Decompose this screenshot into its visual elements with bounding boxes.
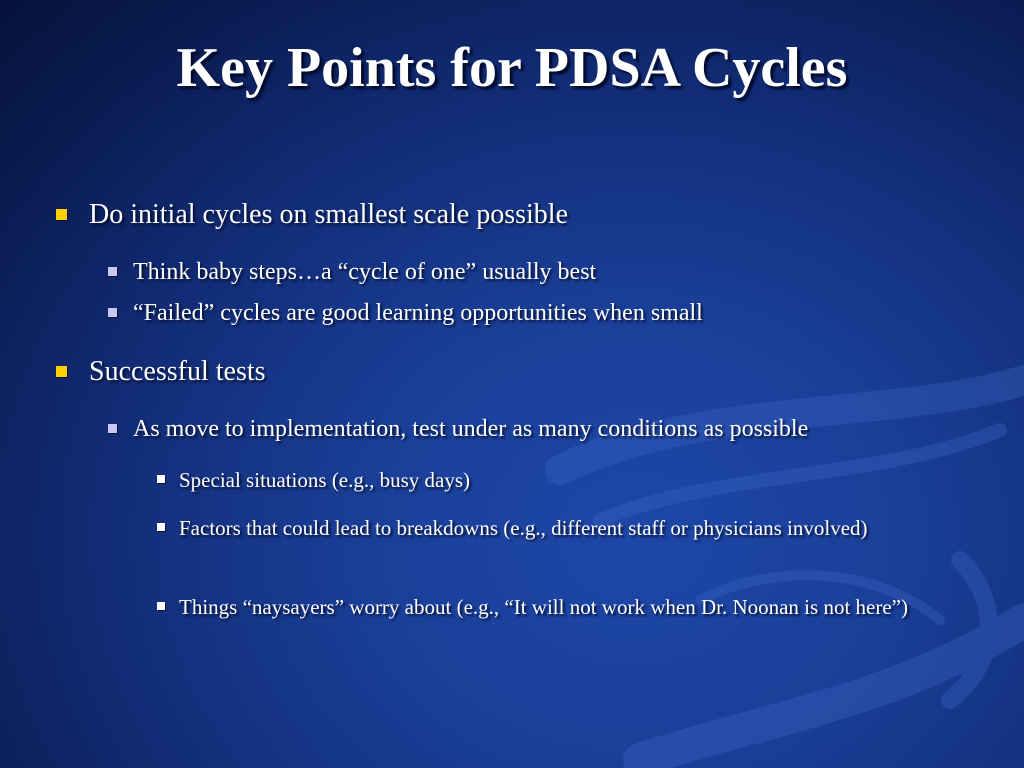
bullet-text: Do initial cycles on smallest scale possible: [89, 199, 569, 230]
square-bullet-icon: [157, 475, 165, 483]
sub-sub-bullet-item: [157, 513, 957, 544]
bullet-item: [56, 198, 996, 232]
sub-bullet-item: [108, 298, 988, 328]
square-bullet-icon: [56, 209, 67, 220]
slide-title: Key Points for PDSA Cycles: [176, 37, 848, 99]
bullet-text: Things “naysayers” worry about (e.g., “It will not work when Dr. Noonan is not here”): [179, 595, 908, 619]
bullet-text: As move to implementation, test under as many conditions as possible: [133, 416, 809, 442]
sub-sub-bullet-item: [157, 465, 987, 496]
square-bullet-icon: [56, 366, 67, 377]
square-bullet-icon: [108, 308, 117, 317]
bullet-item: [56, 355, 996, 389]
bullet-text: Special situations (e.g., busy days): [179, 468, 471, 492]
bullet-text: Successful tests: [89, 356, 266, 387]
bullet-text: “Failed” cycles are good learning opportunities when small: [133, 300, 703, 326]
bullet-text: Factors that could lead to breakdowns (e.g., different staff or physicians involved): [179, 516, 868, 540]
sub-sub-bullet-item: [157, 592, 987, 623]
sub-bullet-item: [108, 414, 988, 444]
square-bullet-icon: [157, 602, 165, 610]
square-bullet-icon: [108, 424, 117, 433]
square-bullet-icon: [157, 523, 165, 531]
sub-bullet-item: [108, 257, 988, 287]
bullet-text: Think baby steps…a “cycle of one” usually best: [133, 259, 597, 285]
square-bullet-icon: [108, 267, 117, 276]
